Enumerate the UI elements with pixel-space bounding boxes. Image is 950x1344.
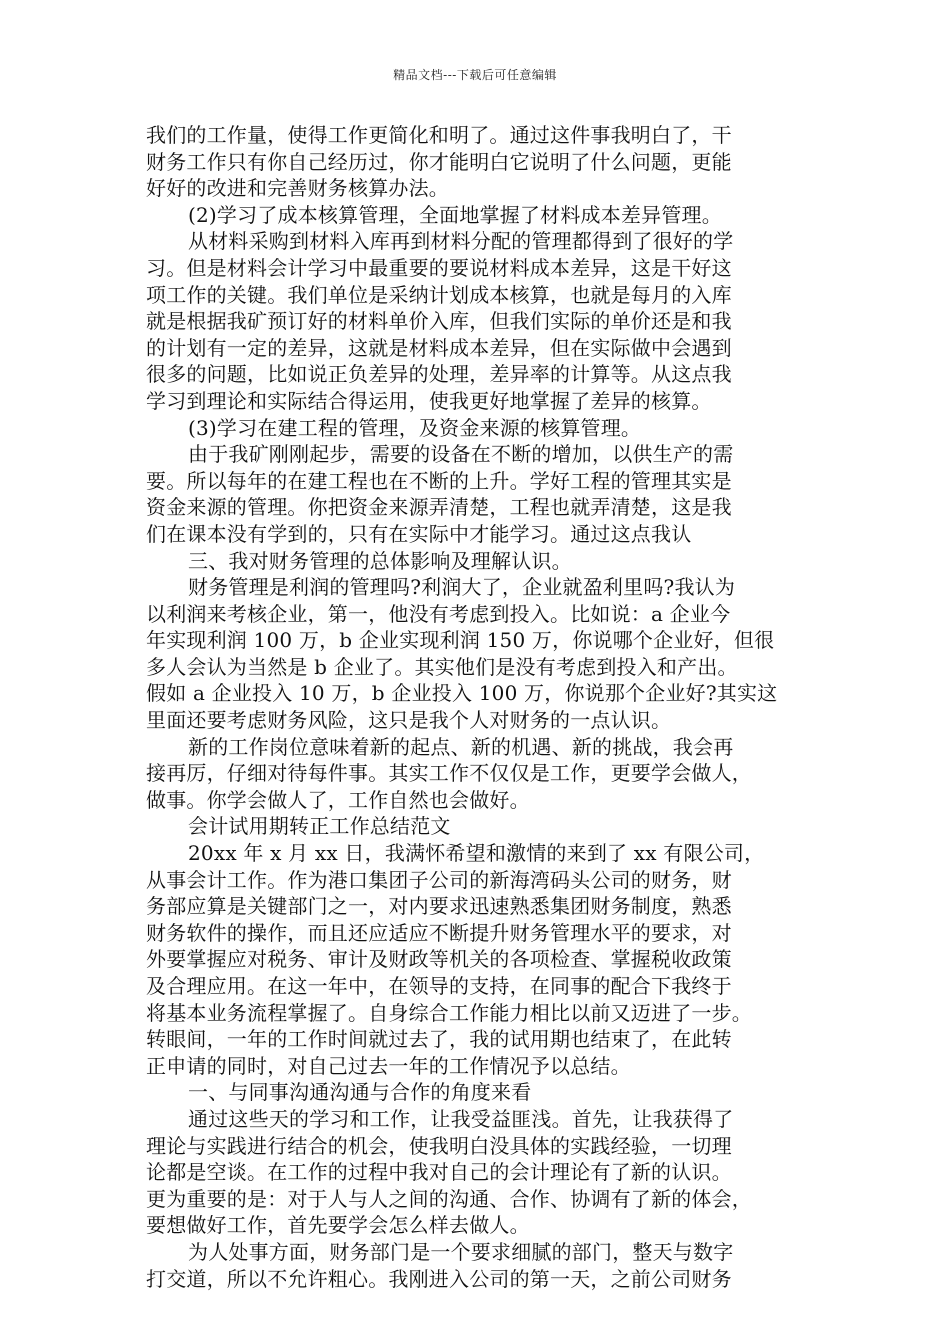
text-line: 外要掌握应对税务、审计及财政等机关的各项检查、掌握税收政策 xyxy=(146,947,732,972)
text-line: 里面还要考虑财务风险，这只是我个人对财务的一点认识。 xyxy=(146,708,672,733)
text-line: 就是根据我矿预订好的材料单价入库，但我们实际的单价还是和我 xyxy=(146,309,732,334)
text-line: 将基本业务流程掌握了。自身综合工作能力相比以前又迈进了一步。 xyxy=(146,1000,752,1025)
text-line: 很多的问题，比如说正负差异的处理，差异率的计算等。从这点我 xyxy=(146,362,732,387)
text-line: 新的工作岗位意味着新的起点、新的机遇、新的挑战，我会再 xyxy=(188,734,734,759)
text-line: 资金来源的管理。你把资金来源弄清楚，工程也就弄清楚，这是我 xyxy=(146,495,732,520)
text-line: 假如 a 企业投入 10 万，b 企业投入 100 万，你说那个企业好?其实这 xyxy=(146,681,778,706)
text-line: 好好的改进和完善财务核算办法。 xyxy=(146,176,449,201)
text-line: 财务工作只有你自己经历过，你才能明白它说明了什么问题，更能 xyxy=(146,149,732,174)
text-line: 三、我对财务管理的总体影响及理解认识。 xyxy=(188,548,572,573)
text-line: 项工作的关键。我们单位是采纳计划成本核算，也就是每月的入库 xyxy=(146,282,732,307)
text-line: 通过这些天的学习和工作，让我受益匪浅。首先，让我获得了 xyxy=(188,1106,734,1131)
text-line: 会计试用期转正工作总结范文 xyxy=(188,814,451,839)
text-line: 们在课本没有学到的，只有在实际中才能学习。通过这点我认 xyxy=(146,521,692,546)
text-line: 更为重要的是：对于人与人之间的沟通、合作、协调有了新的体会， xyxy=(146,1186,752,1211)
text-line: 以利润来考核企业，第一，他没有考虑到投入。比如说：a 企业今 xyxy=(146,601,731,626)
text-line: 20xx 年 x 月 xx 日，我满怀希望和激情的来到了 xx 有限公司， xyxy=(188,841,765,866)
text-line: 的计划有一定的差异，这就是材料成本差异，但在实际做中会遇到 xyxy=(146,335,732,360)
text-line: 接再厉，仔细对待每件事。其实工作不仅仅是工作，更要学会做人， xyxy=(146,761,752,786)
text-line: 一、与同事沟通沟通与合作的角度来看 xyxy=(188,1080,532,1105)
text-line: (2)学习了成本核算管理，全面地掌握了材料成本差异管理。 xyxy=(188,202,722,227)
text-line: 财务管理是利润的管理吗?利润大了，企业就盈利里吗?我认为 xyxy=(188,575,736,600)
text-line: 打交道，所以不允许粗心。我刚进入公司的第一天，之前公司财务 xyxy=(146,1266,732,1291)
text-line: 务部应算是关键部门之一，对内要求迅速熟悉集团财务制度，熟悉 xyxy=(146,894,732,919)
text-line: 习。但是材料会计学习中最重要的要说材料成本差异，这是干好这 xyxy=(146,255,732,280)
text-line: 学习到理论和实际结合得运用，使我更好地掌握了差异的核算。 xyxy=(146,388,712,413)
text-line: 多人会认为当然是 b 企业了。其实他们是没有考虑到投入和产出。 xyxy=(146,654,738,679)
document-body xyxy=(146,122,806,1292)
text-line: 要。所以每年的在建工程也在不断的上升。学好工程的管理其实是 xyxy=(146,468,732,493)
text-line: 转眼间，一年的工作时间就过去了，我的试用期也结束了，在此转 xyxy=(146,1027,732,1052)
page-header: 精品文档---下载后可任意编辑 xyxy=(393,68,557,82)
text-line: 理论与实践进行结合的机会，使我明白没具体的实践经验，一切理 xyxy=(146,1133,732,1158)
text-line: 做事。你学会做人了，工作自然也会做好。 xyxy=(146,787,530,812)
text-line: 为人处事方面，财务部门是一个要求细腻的部门，整天与数字 xyxy=(188,1239,734,1264)
text-line: 年实现利润 100 万，b 企业实现利润 150 万，你说哪个企业好，但很 xyxy=(146,628,775,653)
text-line: 从事会计工作。作为港口集团子公司的新海湾码头公司的财务，财 xyxy=(146,867,732,892)
text-line: 我们的工作量，使得工作更简化和明了。通过这件事我明白了，干 xyxy=(146,123,732,147)
text-line: 由于我矿刚刚起步，需要的设备在不断的增加，以供生产的需 xyxy=(188,442,734,467)
text-line: (3)学习在建工程的管理，及资金来源的核算管理。 xyxy=(188,415,642,440)
text-line: 财务软件的操作，而且还应适应不断提升财务管理水平的要求，对 xyxy=(146,920,732,945)
text-line: 论都是空谈。在工作的过程中我对自己的会计理论有了新的认识。 xyxy=(146,1160,732,1185)
text-line: 及合理应用。在这一年中，在领导的支持，在同事的配合下我终于 xyxy=(146,974,732,998)
text-line: 正申请的同时，对自己过去一年的工作情况予以总结。 xyxy=(146,1053,631,1078)
text-line: 从材料采购到材料入库再到材料分配的管理都得到了很好的学 xyxy=(188,229,734,254)
text-line: 要想做好工作，首先要学会怎么样去做人。 xyxy=(146,1213,530,1238)
